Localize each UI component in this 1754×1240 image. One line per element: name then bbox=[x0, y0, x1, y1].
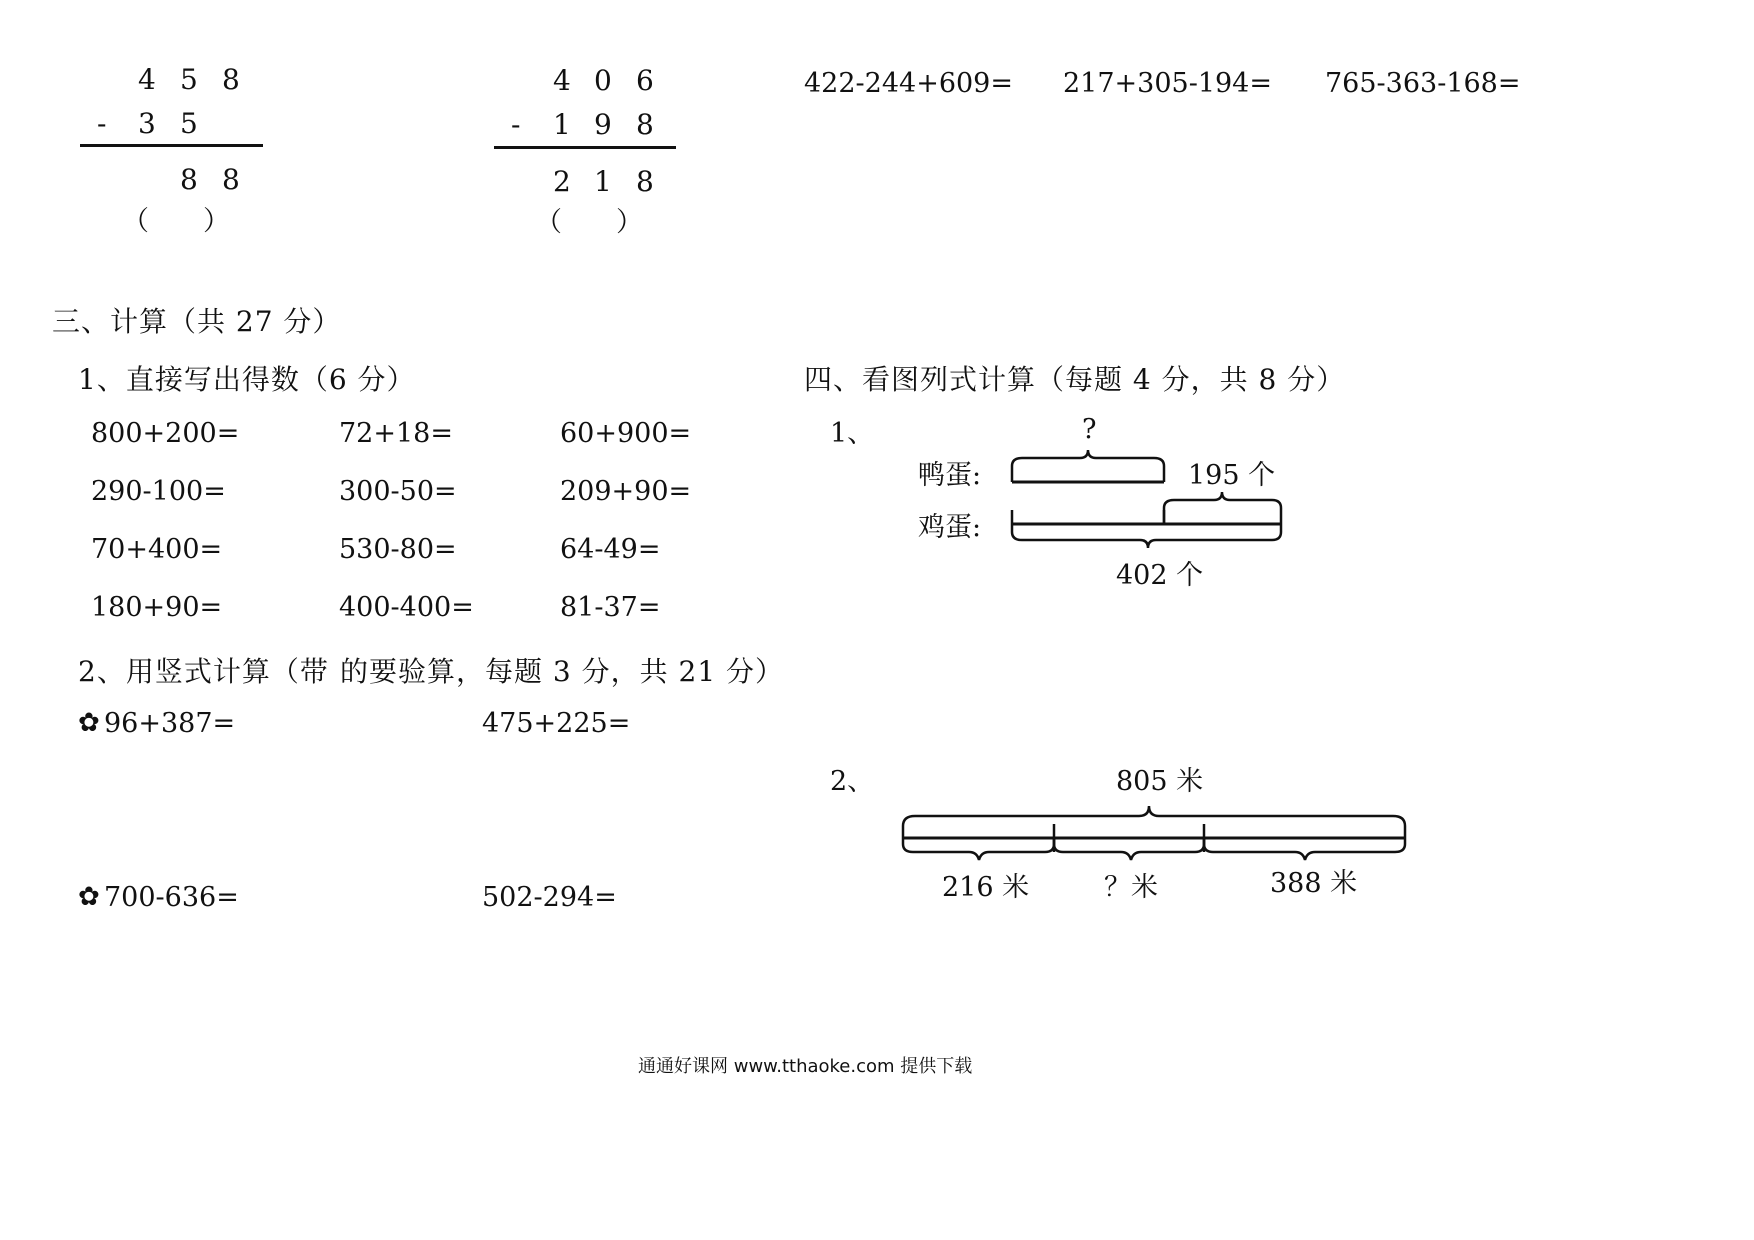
digit: 8 bbox=[180, 163, 198, 196]
chain-expression: 765-363-168= bbox=[1325, 68, 1521, 99]
egg-diagram bbox=[1000, 440, 1300, 560]
expression: 60+900= bbox=[560, 418, 692, 449]
expression: 209+90= bbox=[560, 476, 692, 507]
expression: 81-37= bbox=[560, 592, 661, 623]
expression: 290-100= bbox=[91, 476, 226, 507]
digit: 5 bbox=[180, 63, 198, 96]
digit: 1 bbox=[553, 108, 571, 141]
digit: 4 bbox=[553, 64, 571, 97]
digit: 0 bbox=[594, 64, 612, 97]
digit: 1 bbox=[594, 165, 612, 198]
total-label: 402 个 bbox=[1116, 560, 1204, 591]
section-3-title: 三、计算（共 27 分） bbox=[52, 305, 342, 338]
column-problem: 475+225= bbox=[482, 708, 631, 739]
segment-3-label: 388 米 bbox=[1270, 868, 1358, 899]
digit: 9 bbox=[594, 108, 612, 141]
section-4-title: 四、看图列式计算（每题 4 分，共 8 分） bbox=[804, 363, 1346, 396]
difference-label: 195 个 bbox=[1188, 460, 1276, 491]
total-brace bbox=[903, 806, 1405, 838]
column-problem: 502-294= bbox=[482, 882, 617, 913]
segment-1-brace bbox=[903, 838, 1054, 860]
expression: 72+18= bbox=[339, 418, 453, 449]
distance-diagram bbox=[895, 798, 1415, 868]
column-problem: 96+387= bbox=[104, 708, 236, 739]
segment-2-label: ？米 bbox=[1104, 872, 1158, 903]
duck-egg-label: 鸭蛋: bbox=[918, 460, 982, 491]
minus-sign: - bbox=[511, 108, 521, 141]
expression: 300-50= bbox=[339, 476, 457, 507]
sum-rule bbox=[80, 144, 263, 147]
answer-parentheses: （ ） bbox=[122, 206, 230, 237]
digit: 3 bbox=[138, 107, 156, 140]
chicken-egg-label: 鸡蛋: bbox=[918, 512, 982, 543]
digit: 5 bbox=[180, 107, 198, 140]
total-brace bbox=[1012, 524, 1281, 548]
star-icon: ✿ bbox=[78, 708, 100, 738]
digit: 8 bbox=[636, 108, 654, 141]
expression: 180+90= bbox=[91, 592, 223, 623]
chain-expression: 422-244+609= bbox=[804, 68, 1013, 99]
duck-brace bbox=[1012, 450, 1164, 482]
problem-number: 2、 bbox=[830, 766, 875, 797]
expression: 64-49= bbox=[560, 534, 661, 565]
part-2-title-end: 的要验算，每题 3 分，共 21 分） bbox=[340, 655, 785, 688]
problem-number: 1、 bbox=[830, 418, 875, 449]
unknown-mark: ? bbox=[1082, 414, 1097, 445]
minus-sign: - bbox=[97, 107, 107, 140]
footer-credit: 通通好课网 www.tthaoke.com 提供下载 bbox=[638, 1056, 973, 1077]
digit: 6 bbox=[636, 64, 654, 97]
part-2-title-start: 2、用竖式计算（带 bbox=[78, 655, 329, 688]
column-problem: 700-636= bbox=[104, 882, 239, 913]
total-label: 805 米 bbox=[1116, 766, 1204, 797]
digit: 4 bbox=[138, 63, 156, 96]
segment-2-brace bbox=[1054, 838, 1204, 860]
expression: 800+200= bbox=[91, 418, 240, 449]
digit: 8 bbox=[222, 63, 240, 96]
digit: 8 bbox=[636, 165, 654, 198]
chain-expression: 217+305-194= bbox=[1063, 68, 1272, 99]
expression: 400-400= bbox=[339, 592, 474, 623]
expression: 70+400= bbox=[91, 534, 223, 565]
sum-rule bbox=[494, 146, 676, 149]
digit: 2 bbox=[553, 165, 571, 198]
digit: 8 bbox=[222, 163, 240, 196]
star-icon: ✿ bbox=[78, 882, 100, 912]
segment-1-label: 216 米 bbox=[942, 872, 1030, 903]
part-1-title: 1、直接写出得数（6 分） bbox=[78, 363, 416, 396]
segment-3-brace bbox=[1204, 838, 1405, 860]
answer-parentheses: （ ） bbox=[535, 207, 643, 238]
expression: 530-80= bbox=[339, 534, 457, 565]
difference-brace bbox=[1164, 492, 1281, 524]
